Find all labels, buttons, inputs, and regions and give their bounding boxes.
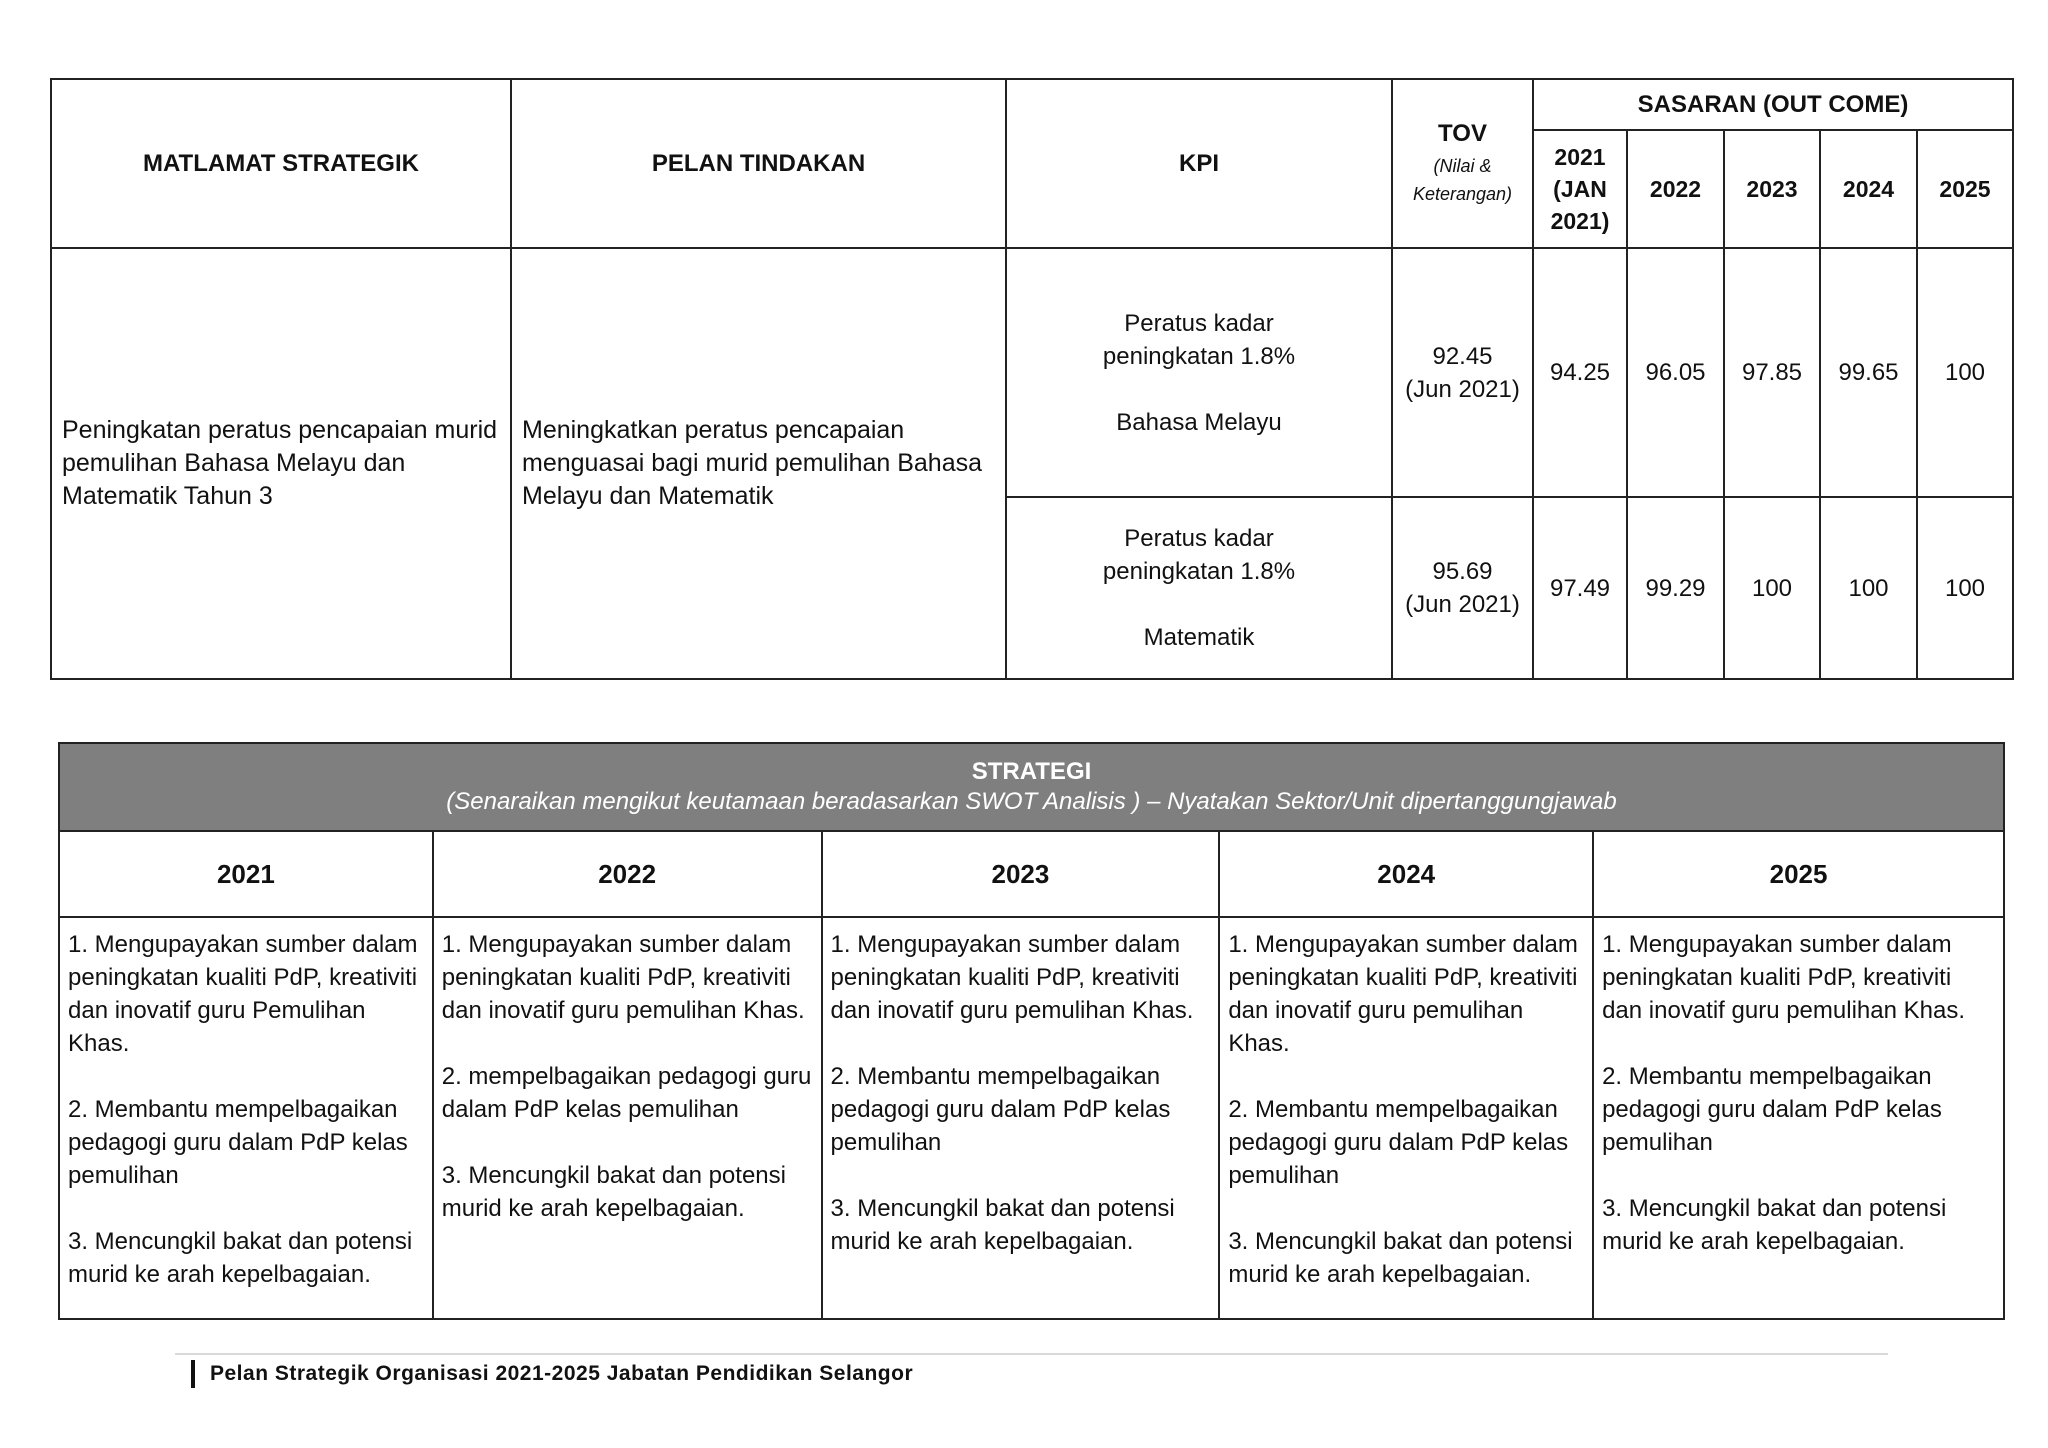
strategy-item: 3. Mencungkil bakat dan potensi murid ke arah kepelbagaian. bbox=[1228, 1228, 1573, 1288]
strategy-item: 2. Membantu mempelbagaikan pedagogi guru dalam PdP kelas pemulihan bbox=[1228, 1096, 1569, 1189]
strategy-year-2024: 2024 bbox=[1219, 831, 1593, 917]
target-cell: 100 bbox=[1724, 497, 1820, 679]
tov-cell-bm bbox=[1392, 248, 1533, 497]
kpi-text: peningkatan 1.8% bbox=[1102, 558, 1296, 585]
strategy-item: 2. Membantu mempelbagaikan pedagogi guru dalam PdP kelas pemulihan bbox=[68, 1096, 408, 1189]
tov-cell-math bbox=[1392, 497, 1533, 679]
header-pelan-tindakan: PELAN TINDAKAN bbox=[511, 79, 1006, 248]
target-cell: 97.85 bbox=[1724, 248, 1820, 497]
kpi-subject: Bahasa Melayu bbox=[1116, 408, 1282, 436]
strategy-year-2022: 2022 bbox=[433, 831, 822, 917]
header-year-2023: 2023 bbox=[1724, 130, 1820, 248]
strategy-item: 1. Mengupayakan sumber dalam peningkatan kualiti PdP, kreativiti dan inovatif guru pemulihan Khas. bbox=[441, 931, 805, 1024]
strategic-goal-table bbox=[50, 78, 2014, 680]
kpi-text: peningkatan 1.8% bbox=[1102, 342, 1296, 370]
strategy-cell-2022 bbox=[433, 917, 822, 1319]
table-row bbox=[51, 248, 2013, 497]
kpi-text: Peratus kadar bbox=[1124, 309, 1274, 337]
target-cell: 96.05 bbox=[1627, 248, 1724, 497]
target-cell: 99.29 bbox=[1627, 497, 1724, 679]
kpi-cell-bm bbox=[1006, 248, 1392, 497]
tov-value: 95.69 bbox=[1432, 558, 1493, 585]
strategy-cell-2023 bbox=[822, 917, 1220, 1319]
target-cell: 94.25 bbox=[1533, 248, 1627, 497]
header-year-2021: 2021 (JAN 2021) bbox=[1533, 130, 1627, 248]
header-year-2022: 2022 bbox=[1627, 130, 1724, 248]
target-cell: 99.65 bbox=[1820, 248, 1917, 497]
strategy-item: 3. Mencungkil bakat dan potensi murid ke arah kepelbagaian. bbox=[830, 1195, 1175, 1255]
strategy-item: 1. Mengupayakan sumber dalam peningkatan kualiti PdP, kreativiti dan inovatif guru pemulihan Khas. bbox=[1228, 931, 1578, 1057]
tov-value: 92.45 bbox=[1432, 342, 1493, 370]
kpi-cell-math bbox=[1006, 497, 1392, 679]
footer-divider bbox=[175, 1353, 1888, 1355]
tov-note: (Jun 2021) bbox=[1405, 591, 1520, 618]
strategy-item: 1. Mengupayakan sumber dalam peningkatan kualiti PdP, kreativiti dan inovatif guru pemulihan Khas. bbox=[830, 931, 1194, 1024]
strategy-item: 2. Membantu mempelbagaikan pedagogi guru dalam PdP kelas pemulihan bbox=[1602, 1063, 1942, 1156]
footer-bar bbox=[191, 1360, 195, 1388]
header-year-2024: 2024 bbox=[1820, 130, 1917, 248]
footer-text: Pelan Strategik Organisasi 2021-2025 Jabatan Pendidikan Selangor bbox=[210, 1362, 914, 1385]
strategy-subtitle: (Senaraikan mengikut keutamaan beradasarkan SWOT Analisis ) – Nyatakan Sektor/Unit dipertanggungjawab bbox=[446, 788, 1617, 815]
strategy-item: 1. Mengupayakan sumber dalam peningkatan kualiti PdP, kreativiti dan inovatif guru Pemulihan Khas. bbox=[68, 931, 418, 1057]
kpi-text: Peratus kadar bbox=[1124, 525, 1274, 552]
kpi-subject: Matematik bbox=[1143, 624, 1255, 651]
matlamat-cell: Peningkatan peratus pencapaian murid pemulihan Bahasa Melayu dan Matematik Tahun 3 bbox=[51, 248, 511, 679]
strategy-year-2023: 2023 bbox=[822, 831, 1220, 917]
tov-note: (Jun 2021) bbox=[1405, 375, 1520, 403]
strategy-item: 2. mempelbagaikan pedagogi guru dalam PdP kelas pemulihan bbox=[441, 1063, 812, 1123]
strategy-cell-2024 bbox=[1219, 917, 1593, 1319]
target-cell: 100 bbox=[1917, 248, 2013, 497]
target-cell: 100 bbox=[1917, 497, 2013, 679]
header-tov bbox=[1392, 79, 1533, 248]
strategy-item: 3. Mencungkil bakat dan potensi murid ke arah kepelbagaian. bbox=[441, 1162, 786, 1222]
strategy-title: STRATEGI bbox=[971, 758, 1092, 785]
header-matlamat-strategik: MATLAMAT STRATEGIK bbox=[51, 79, 511, 248]
strategy-year-2021: 2021 bbox=[59, 831, 433, 917]
header-tov-label: TOV bbox=[1438, 119, 1487, 147]
strategy-item: 3. Mencungkil bakat dan potensi murid ke arah kepelbagaian. bbox=[68, 1228, 413, 1288]
strategy-item: 2. Membantu mempelbagaikan pedagogi guru dalam PdP kelas pemulihan bbox=[830, 1063, 1171, 1156]
header-year-2025: 2025 bbox=[1917, 130, 2013, 248]
strategy-year-2025: 2025 bbox=[1593, 831, 2004, 917]
strategy-item: 3. Mencungkil bakat dan potensi murid ke arah kepelbagaian. bbox=[1602, 1195, 1947, 1255]
strategy-table bbox=[58, 742, 2005, 1320]
strategy-header bbox=[59, 743, 2004, 831]
header-kpi: KPI bbox=[1006, 79, 1392, 248]
strategy-item: 1. Mengupayakan sumber dalam peningkatan kualiti PdP, kreativiti dan inovatif guru pemulihan Khas. bbox=[1602, 931, 1965, 1024]
pelan-cell: Meningkatkan peratus pencapaian menguasai bagi murid pemulihan Bahasa Melayu dan Matematik bbox=[511, 248, 1006, 679]
header-tov-sub: (Nilai & Keterangan) bbox=[1412, 155, 1513, 204]
strategy-cell-2021 bbox=[59, 917, 433, 1319]
target-cell: 97.49 bbox=[1533, 497, 1627, 679]
target-cell: 100 bbox=[1820, 497, 1917, 679]
strategy-cell-2025 bbox=[1593, 917, 2004, 1319]
header-sasaran: SASARAN (OUT COME) bbox=[1533, 79, 2013, 130]
